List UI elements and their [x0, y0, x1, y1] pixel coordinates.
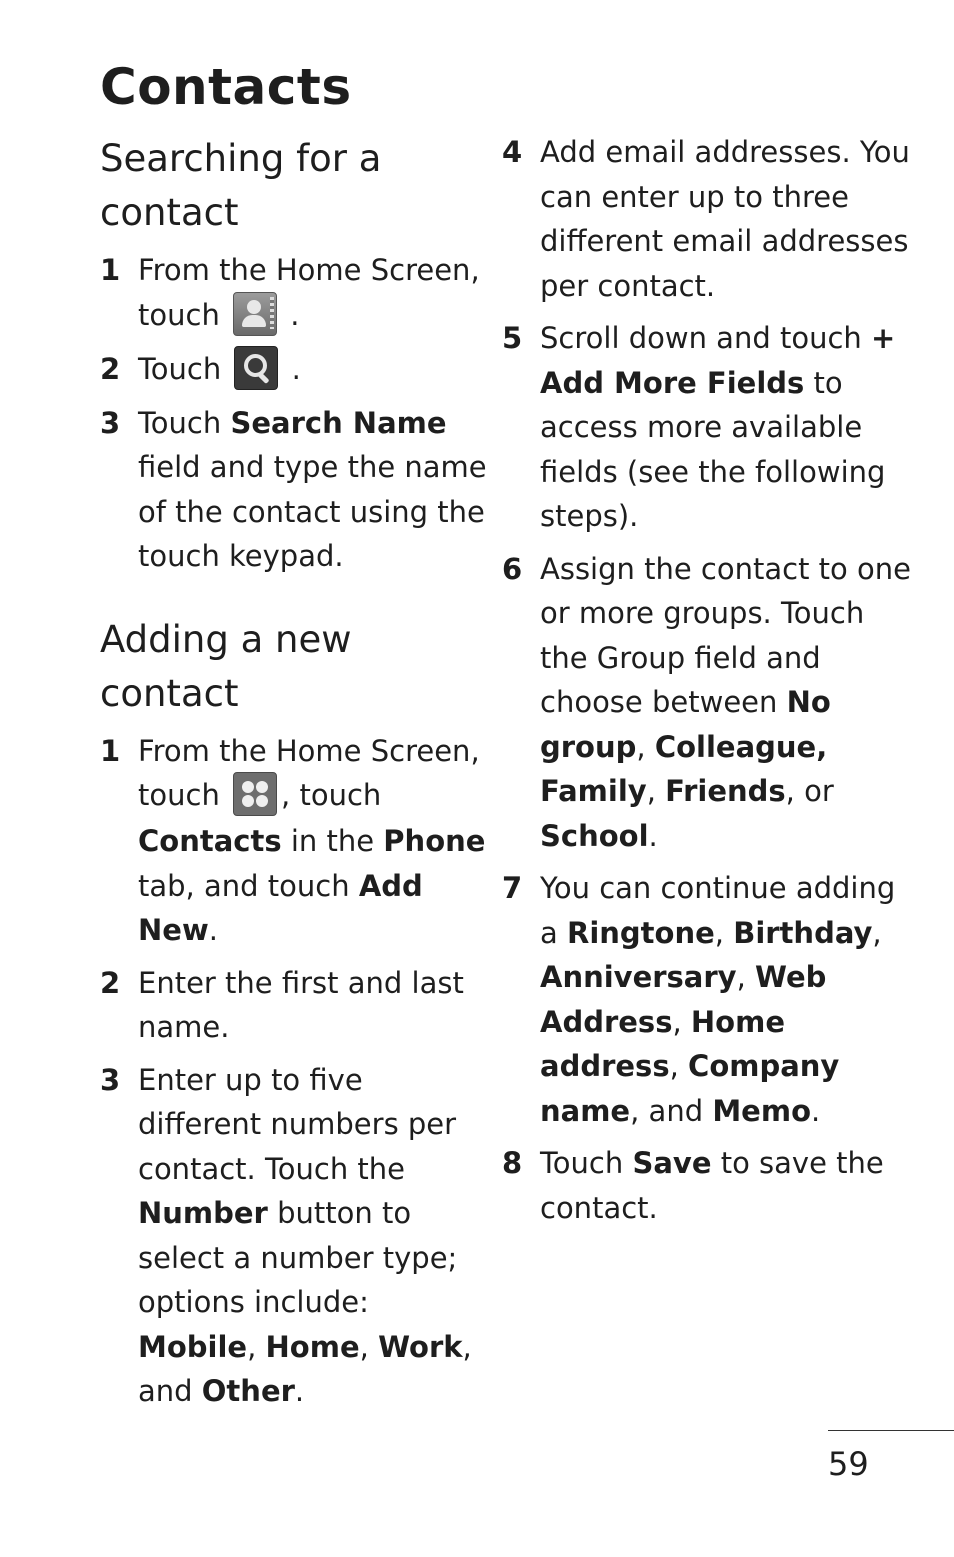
step-text: . — [811, 1093, 821, 1128]
step-text: , — [714, 915, 724, 950]
step-bold-text: Add New — [138, 868, 423, 947]
add-step-7 — [502, 866, 912, 1133]
step-text: , — [247, 1329, 257, 1364]
step-number: 2 — [100, 351, 121, 386]
add-step-3 — [100, 1058, 490, 1414]
step-text: Touch — [540, 1146, 624, 1180]
step-text: , — [736, 960, 746, 994]
step-bold-text: Birthday — [733, 915, 873, 950]
step-bold-text: Anniversary — [540, 960, 737, 994]
add-step-8 — [502, 1141, 912, 1230]
step-bold-text: Number — [138, 1196, 268, 1230]
step-bold-text: Contacts — [138, 824, 282, 858]
search-step-1 — [100, 248, 490, 339]
step-text: Scroll down and touch — [540, 321, 862, 355]
step-number: 4 — [502, 135, 523, 169]
step-bold-text: Company name — [540, 1049, 840, 1128]
step-text: From the Home Screen, touch — [138, 733, 480, 812]
step-bold-text: Friends — [665, 774, 786, 808]
contacts-icon — [233, 292, 277, 336]
step-text: , and — [138, 1329, 472, 1408]
step-number: 8 — [502, 1146, 523, 1180]
step-text: You can continue adding a — [540, 871, 896, 950]
step-number: 6 — [502, 551, 523, 586]
left-column — [100, 132, 490, 1414]
step-bold-text: Memo — [712, 1093, 811, 1128]
step-bold-text: + Add More Fields — [540, 321, 896, 400]
add-step-1 — [100, 729, 490, 953]
step-number: 3 — [100, 1062, 121, 1097]
apps-grid-icon — [233, 772, 277, 816]
step-text: . — [648, 818, 658, 853]
step-text: , touch — [281, 778, 382, 812]
add-steps-left — [100, 729, 490, 1414]
step-bold-text: Other — [201, 1374, 295, 1408]
step-number: 2 — [100, 965, 121, 1000]
search-step-3 — [100, 401, 490, 579]
step-text: in the — [290, 824, 375, 858]
step-bold-text: School — [540, 818, 649, 853]
step-bold-text: Web Address — [540, 960, 827, 1039]
page-title: Contacts — [100, 58, 352, 116]
step-number: 3 — [100, 405, 121, 440]
step-bold-text: No group — [540, 685, 831, 764]
step-number: 5 — [502, 321, 523, 355]
add-step-4 — [502, 130, 912, 308]
step-text: . — [290, 297, 300, 332]
page-number: 59 — [828, 1445, 869, 1483]
step-text: , or — [785, 774, 834, 808]
step-text: , and — [630, 1093, 704, 1128]
adding-heading: Adding a new contact — [100, 617, 352, 715]
step-bold-text: Phone — [383, 824, 486, 858]
step-number: 7 — [502, 871, 523, 905]
step-bold-text: Mobile — [138, 1329, 248, 1364]
step-text: to save the contact. — [540, 1146, 884, 1225]
step-bold-text: Home address — [540, 1004, 785, 1083]
step-text: button to select a number type; options include: — [138, 1196, 458, 1319]
step-text: From the Home Screen, touch — [138, 253, 480, 332]
step-text: to access more available fields (see the following steps). — [540, 365, 886, 533]
step-text: Enter the first and last name. — [138, 965, 464, 1044]
step-text: Touch — [138, 405, 222, 440]
right-column — [502, 130, 912, 1230]
step-text: Enter up to five different numbers per contact. Touch the — [138, 1062, 457, 1186]
step-text: tab, and touch — [138, 868, 350, 903]
step-text: . — [208, 913, 218, 947]
step-bold-text: Home — [265, 1329, 360, 1364]
step-text: Assign the contact to one or more groups. Touch the Group field and choose between — [540, 551, 911, 719]
add-step-6 — [502, 547, 912, 859]
step-text: , — [672, 1004, 682, 1039]
step-bold-text: Ringtone — [567, 915, 715, 950]
searching-heading: Searching for a contact — [100, 137, 382, 234]
step-bold-text: Family — [540, 774, 647, 808]
search-step-2 — [100, 347, 490, 393]
step-bold-text: Save — [632, 1146, 712, 1180]
step-number: 1 — [100, 253, 121, 287]
step-text: , — [359, 1329, 369, 1364]
add-step-5 — [502, 316, 912, 539]
step-text: . — [291, 351, 301, 386]
step-text: , — [646, 774, 656, 808]
add-step-2 — [100, 961, 490, 1050]
step-text: , — [636, 729, 646, 764]
step-text: . — [294, 1374, 305, 1408]
step-text: , — [872, 915, 882, 950]
step-bold-text: Colleague, — [654, 729, 828, 764]
step-number: 1 — [100, 733, 121, 768]
step-text: , — [669, 1049, 679, 1083]
step-text: Touch — [138, 351, 222, 386]
step-bold-text: Search Name — [230, 405, 447, 440]
search-icon — [234, 346, 278, 390]
step-bold-text: Work — [378, 1329, 463, 1364]
page-number-rule — [828, 1430, 954, 1431]
step-text: field and type the name of the contact using the touch keypad. — [138, 450, 487, 573]
step-text: Add email addresses. You can enter up to three different email addresses per contact. — [540, 135, 910, 303]
search-steps — [100, 248, 490, 579]
add-steps-right — [502, 130, 912, 1230]
